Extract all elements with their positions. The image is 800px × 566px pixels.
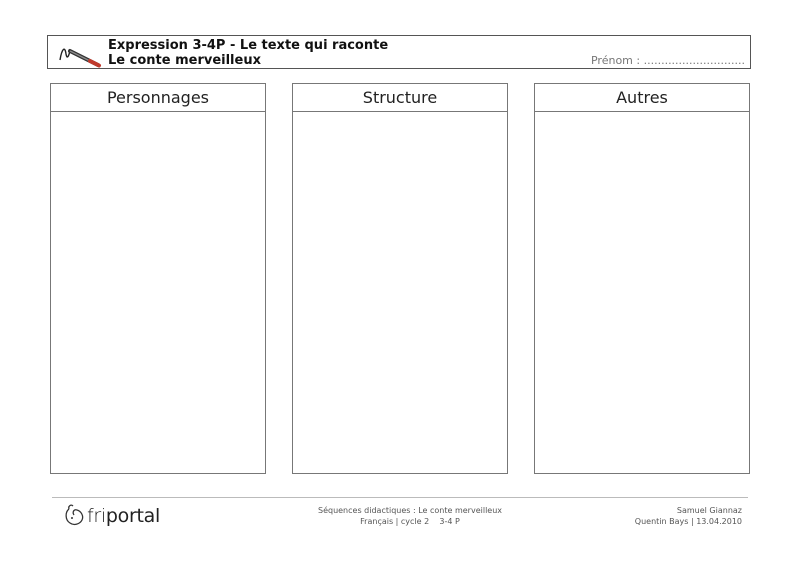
footer-sequence: Séquences didactiques : Le conte merveilleux (317, 506, 503, 515)
footer-author-date: Quentin Bays | 13.04.2010 (634, 517, 742, 526)
footer-divider (52, 497, 748, 498)
footer-author-1: Samuel Giannaz (676, 506, 742, 515)
column-personnages (50, 83, 266, 474)
footer-authors (635, 505, 742, 527)
column-heading: Autres (535, 84, 749, 112)
pen-icon (56, 38, 102, 68)
logo-text-portal: portal (105, 505, 160, 527)
column-heading: Personnages (51, 84, 265, 112)
logo-text-fri: fri (87, 505, 106, 527)
footer-center-info (260, 505, 560, 527)
prenom-field: Prénom : ............................. (590, 54, 745, 67)
worksheet-subtitle: Le conte merveilleux (108, 53, 261, 68)
fish-logo-icon (62, 503, 86, 529)
column-autres (534, 83, 750, 474)
footer-course: Français | cycle 2 3-4 P (360, 517, 460, 526)
friportal-logo (62, 503, 160, 529)
column-heading: Structure (293, 84, 507, 112)
column-structure (292, 83, 508, 474)
worksheet-title: Expression 3-4P - Le texte qui raconte (108, 38, 389, 53)
worksheet-header (47, 35, 751, 69)
